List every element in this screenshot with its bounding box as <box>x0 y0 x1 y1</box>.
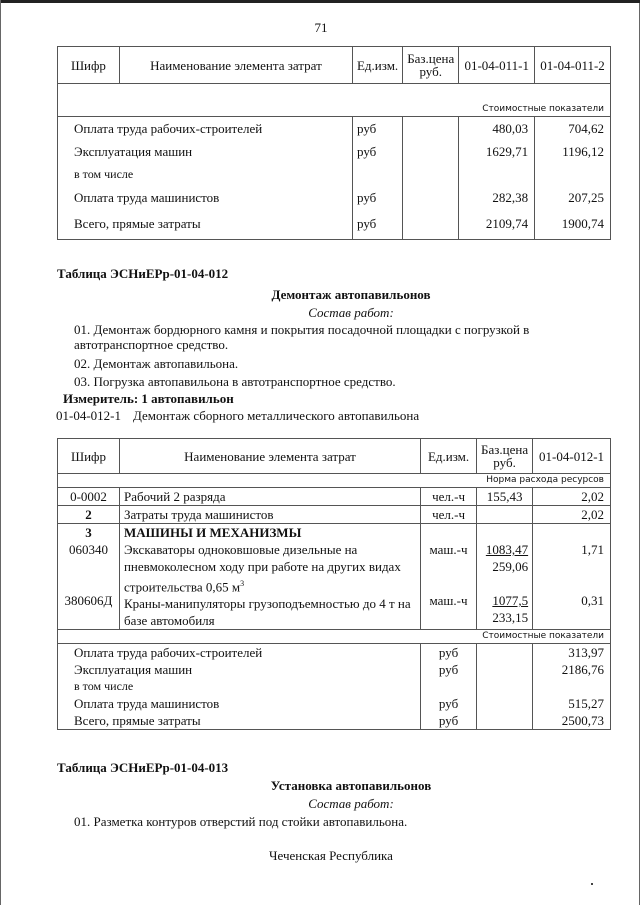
row-name: Рабочий 2 разряда <box>119 488 420 506</box>
row-name: Затраты труда машинистов <box>119 506 420 524</box>
resource-unit: маш.-ч <box>429 542 468 557</box>
row-unit: руб <box>352 209 402 240</box>
table-row <box>58 186 611 209</box>
header-code: Шифр <box>58 47 120 84</box>
table-header-row <box>58 439 611 474</box>
group-code: 3 <box>85 525 92 540</box>
row-value-2: 1900,74 <box>535 209 611 240</box>
row-value-1: 282,38 <box>459 186 535 209</box>
row-value-1: 480,03 <box>459 117 535 141</box>
row-value-1: 1629,71 <box>459 140 535 163</box>
row-value-2: 207,25 <box>535 186 611 209</box>
row-unit <box>421 524 477 630</box>
resource-name-line <box>124 575 416 595</box>
table-title-013: Таблица ЭСНиЕРр-01-04-013 <box>57 760 229 775</box>
row-unit: руб <box>421 644 477 662</box>
price-total: 1077,5 <box>492 593 529 608</box>
table-row <box>58 163 611 186</box>
header-code: Шифр <box>58 439 120 474</box>
row-value-2: 1196,12 <box>535 140 611 163</box>
item-code: 01-04-012-1 <box>56 408 121 423</box>
resource-name-line: Экскаваторы одноковшовые дизельные на <box>123 542 358 557</box>
row-unit <box>421 678 477 695</box>
row-name: в том числе <box>58 678 421 695</box>
row-price <box>403 140 459 163</box>
row-price <box>477 678 533 695</box>
row-value <box>533 678 611 695</box>
row-value-1 <box>459 163 535 186</box>
row-name: в том числе <box>58 163 353 186</box>
row-unit <box>352 163 402 186</box>
row-price <box>477 644 533 662</box>
cost-table-01-04-011 <box>57 46 611 240</box>
page-number: 71 <box>314 20 328 35</box>
section-label: Стоимостные показатели <box>58 84 611 117</box>
row-price <box>477 524 533 630</box>
row-code: 0-0002 <box>58 488 120 506</box>
cost-label: Стоимостные показатели <box>58 630 611 644</box>
work-item-03: 03. Погрузка автопавильона в автотранспортное средство. <box>74 374 396 389</box>
section-heading-013: Установка автопавильонов <box>270 778 432 793</box>
row-unit: чел.-ч <box>421 488 477 506</box>
row-value: 2186,76 <box>533 661 611 678</box>
row-name: Оплата труда рабочих-строителей <box>58 644 421 662</box>
work-item-013-01: 01. Разметка контуров отверстий под стойки автопавильона. <box>74 814 408 829</box>
resource-value: 1,71 <box>581 542 604 557</box>
item-name: Демонтаж сборного металлического автопавильона <box>133 408 420 423</box>
table-row <box>58 712 611 730</box>
row-value: 515,27 <box>533 695 611 712</box>
resource-name-line: базе автомобиля <box>123 613 215 629</box>
row-price: 155,43 <box>477 488 533 506</box>
row-price <box>403 117 459 141</box>
work-composition-label: Состав работ: <box>308 305 394 320</box>
table-row <box>58 678 611 695</box>
row-name: Эксплуатация машин <box>58 661 421 678</box>
row-unit: руб <box>421 712 477 730</box>
header-base-price: Баз.цена руб. <box>403 47 459 84</box>
row-value: 2500,73 <box>533 712 611 730</box>
row-unit: руб <box>352 117 402 141</box>
row-name: Оплата труда рабочих-строителей <box>58 117 353 141</box>
header-col-011-2: 01-04-011-2 <box>535 47 611 84</box>
row-value: 2,02 <box>533 488 611 506</box>
table-row <box>58 695 611 712</box>
row-value: 2,02 <box>533 506 611 524</box>
work-composition-label-013: Состав работ: <box>308 796 394 811</box>
resource-code: 380606Д <box>64 593 113 608</box>
row-price <box>477 661 533 678</box>
row-price <box>403 209 459 240</box>
row-name: Всего, прямые затраты <box>58 209 353 240</box>
header-unit: Ед.изм. <box>352 47 402 84</box>
price-total: 1083,47 <box>485 542 529 557</box>
row-unit: руб <box>421 661 477 678</box>
table-header-row <box>58 47 611 84</box>
row-name <box>119 524 420 630</box>
row-unit: руб <box>352 140 402 163</box>
header-base-price: Баз.цена руб. <box>477 439 533 474</box>
row-name: Оплата труда машинистов <box>58 186 353 209</box>
resource-unit: маш.-ч <box>429 593 468 608</box>
row-price <box>403 163 459 186</box>
norm-label: Норма расхода ресурсов <box>58 474 611 488</box>
row-price <box>477 712 533 730</box>
group-name: МАШИНЫ И МЕХАНИЗМЫ <box>123 525 302 540</box>
row-name: Оплата труда машинистов <box>58 695 421 712</box>
row-value-2 <box>535 163 611 186</box>
row-unit: чел.-ч <box>421 506 477 524</box>
resource-value: 0,31 <box>581 593 604 608</box>
row-value-1: 2109,74 <box>459 209 535 240</box>
row-price <box>403 186 459 209</box>
row-value-2: 704,62 <box>535 117 611 141</box>
header-col-012-1: 01-04-012-1 <box>533 439 611 474</box>
resource-name-line: пневмоколесном ходу при работе на других видах <box>123 559 401 574</box>
row-name: Всего, прямые затраты <box>58 712 421 730</box>
row-code: 2 <box>58 506 120 524</box>
table-row <box>58 644 611 662</box>
resource-name-line: Краны-манипуляторы грузоподъемностью до 4 т на <box>123 596 411 612</box>
work-item-02: 02. Демонтаж автопавильона. <box>74 356 239 371</box>
footer-region: Чеченская Республика <box>269 848 393 863</box>
table-title-012: Таблица ЭСНиЕРр-01-04-012 <box>57 266 229 281</box>
resource-table-01-04-012 <box>57 438 611 730</box>
section-heading-012: Демонтаж автопавильонов <box>271 287 431 302</box>
table-row <box>58 209 611 240</box>
row-name: Эксплуатация машин <box>58 140 353 163</box>
work-item-01: 01. Демонтаж бордюрного камня и покрытия посадочной площадки с погрузкой в <box>74 322 530 337</box>
resource-name-text: строительства 0,65 м <box>123 579 241 595</box>
row-unit: руб <box>421 695 477 712</box>
table-row <box>58 488 611 506</box>
header-name: Наименование элемента затрат <box>119 439 420 474</box>
scan-edge <box>1 0 640 3</box>
scan-speck <box>591 883 593 885</box>
table-row <box>58 117 611 141</box>
meter-label: Измеритель: 1 автопавильон <box>63 391 234 406</box>
header-col-011-1: 01-04-011-1 <box>459 47 535 84</box>
row-price <box>477 506 533 524</box>
superscript: 3 <box>240 579 245 588</box>
header-name: Наименование элемента затрат <box>119 47 352 84</box>
row-unit: руб <box>352 186 402 209</box>
table-row <box>58 661 611 678</box>
resource-code: 060340 <box>68 542 108 557</box>
row-value <box>533 524 611 630</box>
table-row <box>58 506 611 524</box>
header-unit: Ед.изм. <box>421 439 477 474</box>
row-value: 313,97 <box>533 644 611 662</box>
work-item-01-cont: автотранспортное средство. <box>74 337 229 352</box>
row-price <box>477 695 533 712</box>
row-code <box>58 524 120 630</box>
table-row <box>58 524 611 630</box>
price-labor: 259,06 <box>492 559 529 574</box>
table-row <box>58 140 611 163</box>
price-labor: 233,15 <box>492 610 529 625</box>
